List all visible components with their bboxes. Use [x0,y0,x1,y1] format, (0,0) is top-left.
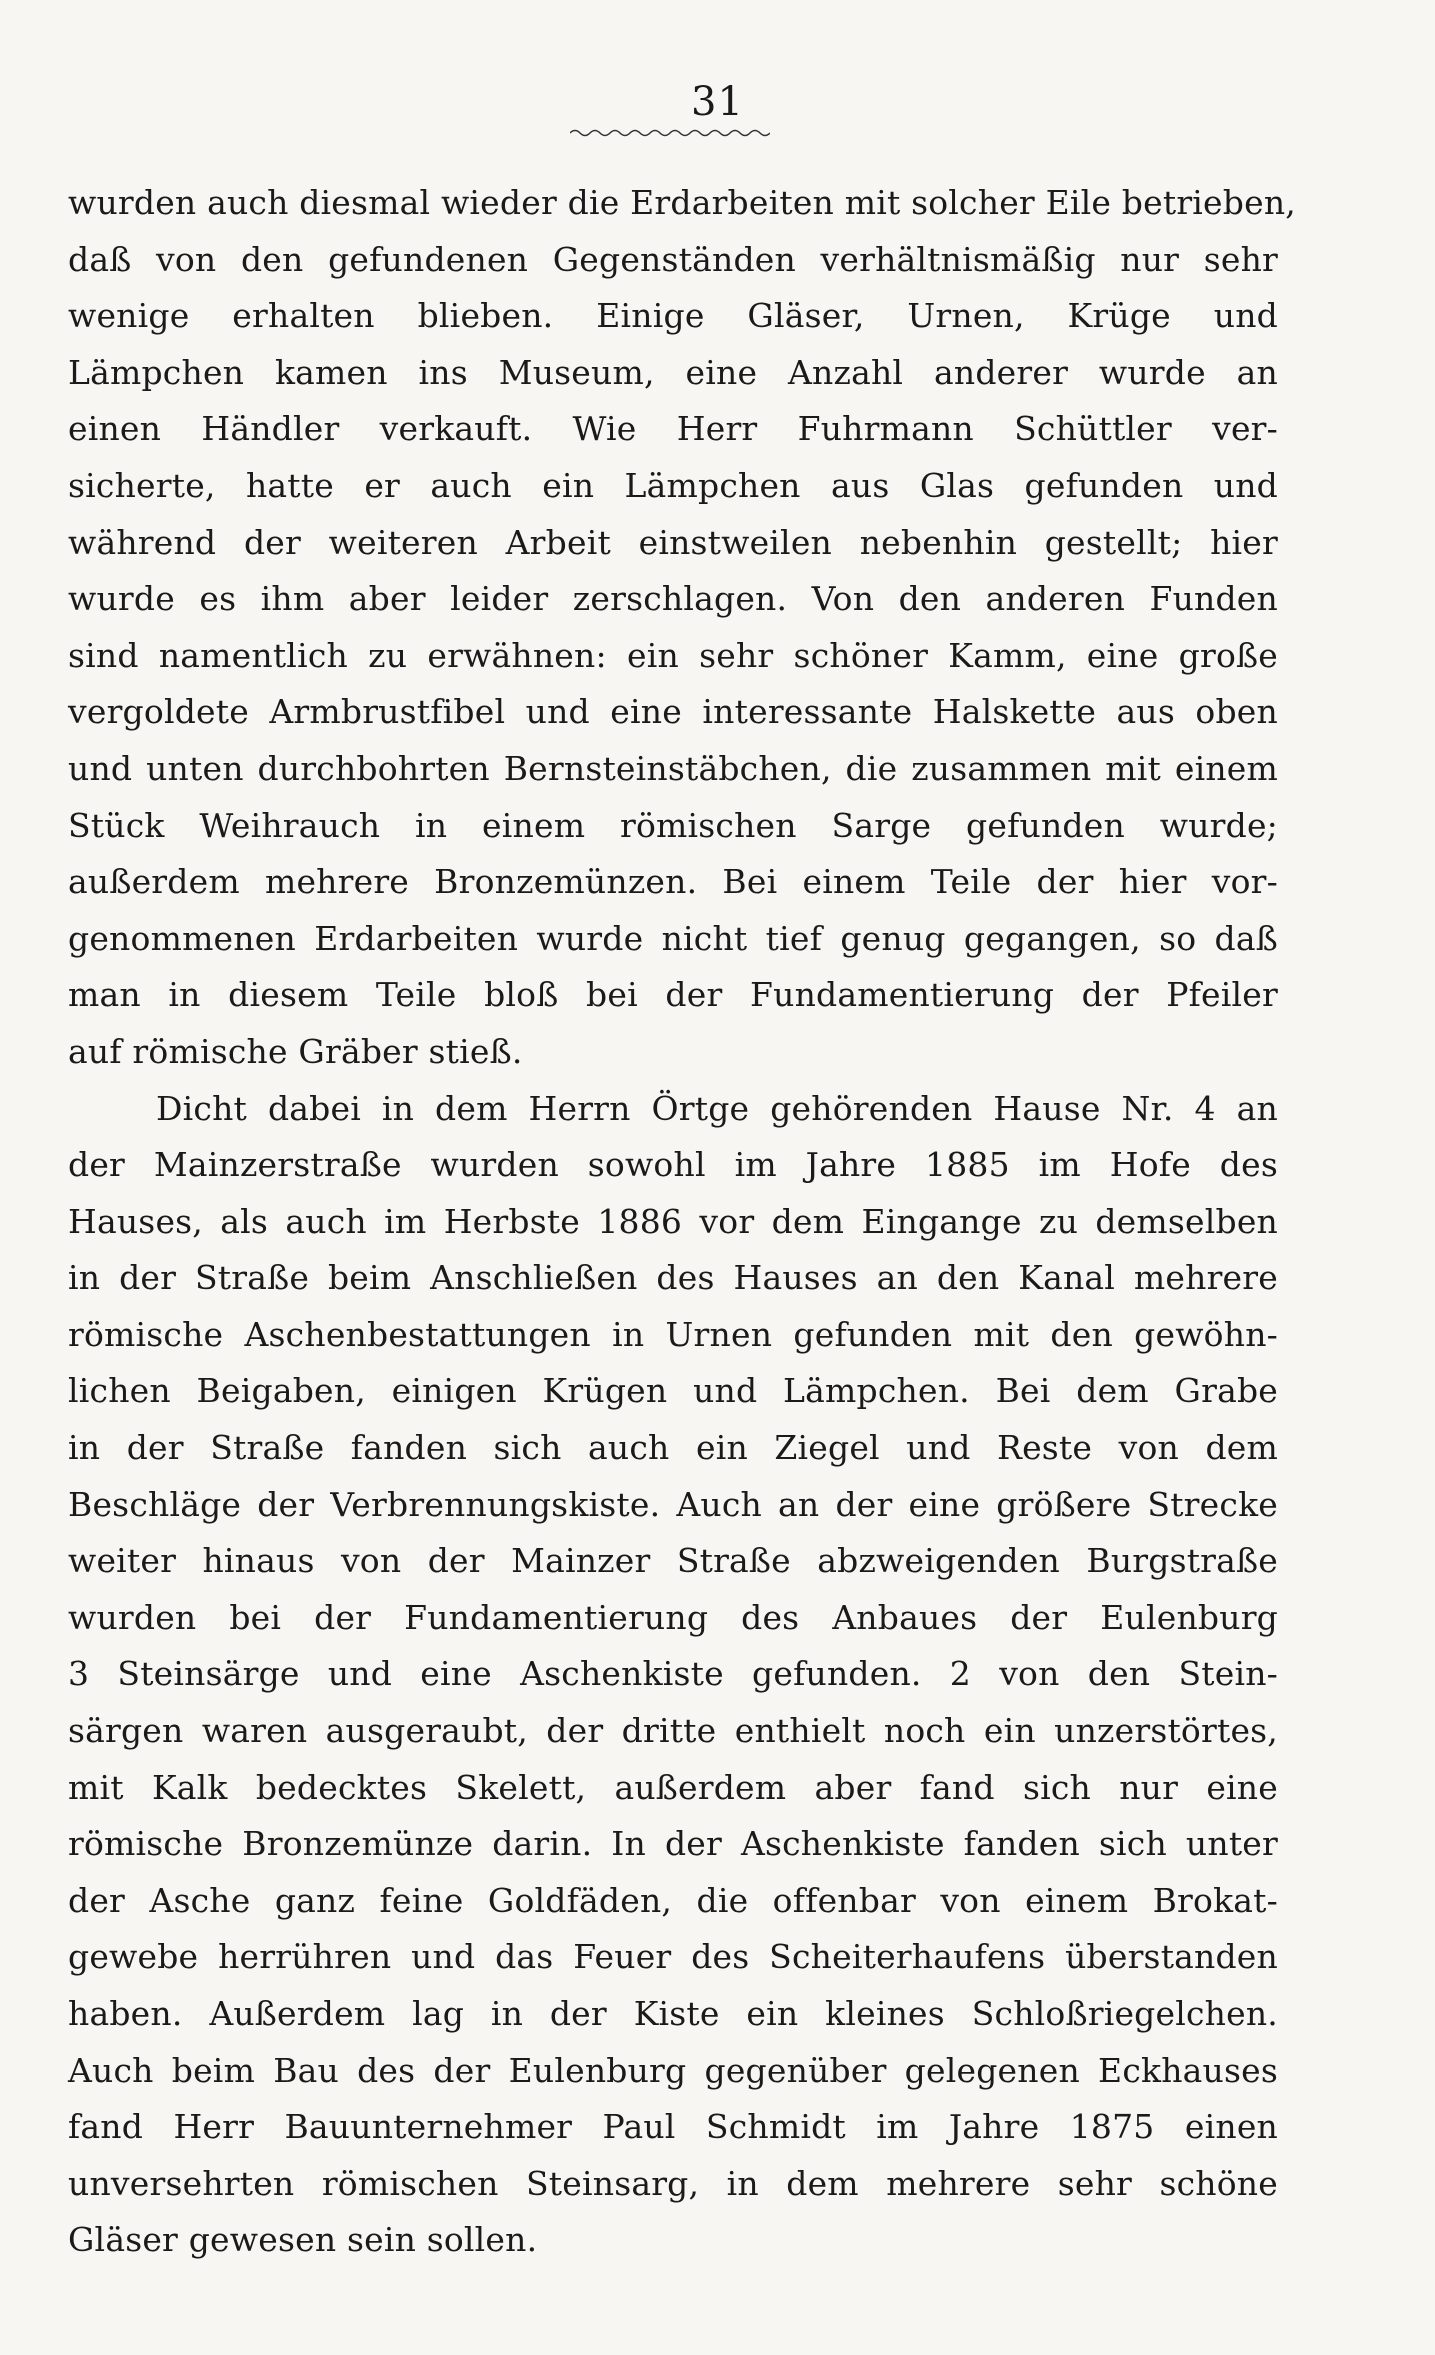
text-line: in der Straße beim Anschließen des Hauses an den Kanal mehrere [68,1258,1278,1298]
text-line: der Asche ganz feine Goldfäden, die offenbar von einem Brokat- [68,1880,1278,1920]
text-line: weiter hinaus von der Mainzer Straße abzweigenden Burgstraße [68,1541,1278,1581]
text-line: 3 Steinsärge und eine Aschenkiste gefunden. 2 von den Stein- [68,1654,1278,1694]
text-line: sicherte, hatte er auch ein Lämpchen aus Glas gefunden und [68,465,1278,505]
text-line: daß von den gefundenen Gegenständen verhältnismäßig nur sehr [68,239,1278,279]
text-line: haben. Außerdem lag in der Kiste ein kleines Schloßriegelchen. [68,1994,1278,2033]
text-line: römische Aschenbestattungen in Urnen gefunden mit den gewöhn- [68,1314,1278,1354]
paragraph-end-line: Gläser gewesen sein sollen. [68,2220,538,2260]
page-number-rule [570,128,770,138]
text-line: und unten durchbohrten Bernsteinstäbchen, die zusammen mit einem [68,748,1278,788]
text-line: außerdem mehrere Bronzemünzen. Bei einem Teile der hier vor- [68,862,1278,902]
text-line: Auch beim Bau des der Eulenburg gegenüber gelegenen Eckhauses [68,2050,1278,2090]
text-line: man in diesem Teile bloß bei der Fundamentierung der Pfeiler [68,975,1278,1015]
text-line: lichen Beigaben, einigen Krügen und Lämpchen. Bei dem Grabe [68,1371,1278,1411]
text-line: vergoldete Armbrustfibel und eine interessante Halskette aus oben [68,692,1278,732]
text-line: wurden auch diesmal wieder die Erdarbeiten mit solcher Eile betrieben, [68,183,1296,222]
page-number: 31 [691,79,744,125]
text-line: in der Straße fanden sich auch ein Ziegel und Reste von dem [68,1428,1278,1468]
text-line: unversehrten römischen Steinsarg, in dem mehrere sehr schöne [68,2163,1278,2203]
text-line: Beschläge der Verbrennungskiste. Auch an der eine größere Strecke [68,1484,1278,1524]
text-line: der Mainzerstraße wurden sowohl im Jahre 1885 im Hofe des [68,1145,1278,1185]
body-text [68,175,1296,2269]
text-line: während der weiteren Arbeit einstweilen nebenhin gestellt; hier [68,522,1278,562]
text-line: wurden bei der Fundamentierung des Anbaues der Eulenburg [68,1597,1278,1637]
text-line: Stück Weihrauch in einem römischen Sarge gefunden wurde; [68,805,1278,845]
text-line: gewebe herrühren und das Feuer des Scheiterhaufens überstanden [68,1937,1278,1977]
text-line: mit Kalk bedecktes Skelett, außerdem aber fand sich nur eine [68,1767,1278,1807]
text-line: römische Bronzemünze darin. In der Aschenkiste fanden sich unter [68,1824,1278,1864]
text-line: Lämpchen kamen ins Museum, eine Anzahl anderer wurde an [68,352,1278,392]
text-line: särgen waren ausgeraubt, der dritte enthielt noch ein unzerstörtes, [68,1711,1278,1751]
paragraph-start-line: Dicht dabei in dem Herrn Örtge gehörenden Hause Nr. 4 an [156,1088,1278,1128]
paragraph-end-line: auf römische Gräber stieß. [68,1031,523,1071]
text-line: sind namentlich zu erwähnen: ein sehr schöner Kamm, eine große [68,635,1278,675]
text-line: wenige erhalten blieben. Einige Gläser, Urnen, Krüge und [68,296,1278,336]
text-line: fand Herr Bauunternehmer Paul Schmidt im Jahre 1875 einen [68,2107,1278,2147]
text-line: wurde es ihm aber leider zerschlagen. Von den anderen Funden [68,579,1278,619]
text-line: genommenen Erdarbeiten wurde nicht tief genug gegangen, so daß [68,918,1278,958]
text-line: einen Händler verkauft. Wie Herr Fuhrmann Schüttler ver- [68,409,1278,449]
text-line: Hauses, als auch im Herbste 1886 vor dem Eingange zu demselben [68,1201,1278,1241]
